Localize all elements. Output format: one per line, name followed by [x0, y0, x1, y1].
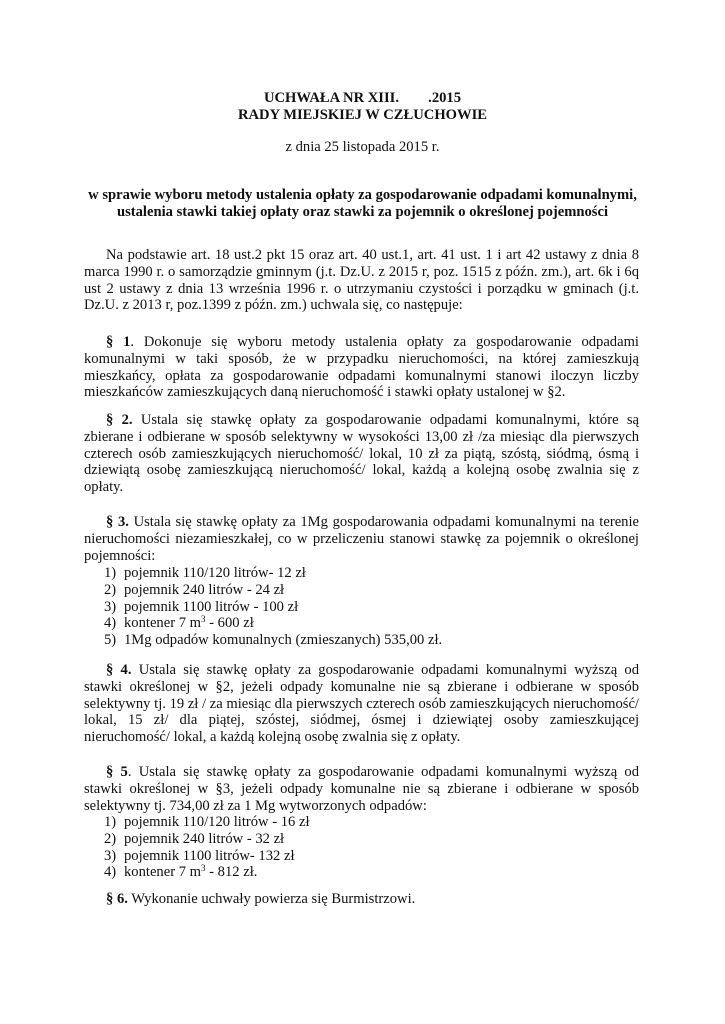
- section-6-label: § 6.: [106, 891, 128, 907]
- list-item: 3) pojemnik 1100 litrów - 100 zł: [104, 598, 299, 615]
- section-5-label: § 5: [106, 764, 128, 780]
- section-6: [84, 891, 639, 908]
- title-line-1: UCHWAŁA NR XIII. .2015: [263, 90, 462, 106]
- list-item: 4) kontener 7 $m^3 - 600$ zł: [104, 614, 254, 632]
- resolution-date: z dnia 25 listopada 2015 r.: [285, 139, 440, 155]
- section-3-list: [104, 565, 624, 649]
- section-4-label: § 4.: [106, 662, 132, 678]
- section-5: [84, 764, 639, 814]
- list-item: 1) pojemnik 110/120 litrów - 16 zł: [104, 814, 310, 830]
- resolution-subject: [80, 187, 645, 221]
- resolution-title: [80, 90, 645, 124]
- section-4: [84, 662, 639, 746]
- section-3: [84, 514, 639, 564]
- list-item: 2) pojemnik 240 litrów - 32 zł: [104, 830, 285, 847]
- subject-line-2: ustalenia stawki takiej opłaty oraz stawki za pojemnik o określonej pojemności: [116, 204, 609, 220]
- list-item: 4) kontener 7 $m^3 - 812$ zł.: [104, 863, 258, 881]
- section-5-list: [104, 814, 624, 881]
- subject-line-1: w sprawie wyboru metody ustalenia opłaty za gospodarowanie odpadami komunalnymi,: [88, 187, 637, 203]
- list-item: 3) pojemnik 1100 litrów- 132 zł: [104, 847, 295, 864]
- section-2: [84, 412, 639, 496]
- section-4-text: Ustala się stawkę opłaty za gospodarowanie odpadami komunalnymi wyższą od stawki określonej w §2, jeżeli odpady komunalne nie są zbierane i odbierane w sposób selektywny tj. 19 zł / za miesiąc dla pierwszych czterech osób zamieszkujących nieruchomość/ lokal, 15 zł/ dla piątej, szóstej, siódmej, ósmej i dziewiątej osoby zamieszkującej nieruchomość/ lokal, a każdą kolejną osobę zwalnia się z opłaty.: [84, 662, 639, 746]
- preamble-paragraph: Na podstawie art. 18 ust.2 pkt 15 oraz art. 40 ust.1, art. 41 ust. 1 i art 42 ustawy z dnia 8 marca 1990 r. o samorządzie gminnym (j.t. Dz.U. z 2015 r, poz. 1515 z późn. zm.), art. 6k i 6q ust 2 ustawy z dnia 13 września 1996 r. o utrzymaniu czystości i porządku w gminach (j.t. Dz.U. z 2013 r, poz.1399 z późn. zm.) uchwala się, co następuje:: [84, 247, 639, 314]
- list-item: 2) pojemnik 240 litrów - 24 zł: [104, 581, 285, 598]
- section-3-label: § 3.: [106, 514, 129, 530]
- section-3-text: Ustala się stawkę opłaty za 1Mg gospodarowania odpadami komunalnymi na terenie nieruchomości niezamieszkałej, co w przeliczeniu stanowi stawkę za pojemnik o określonej pojemności:: [84, 514, 640, 564]
- section-1-label: § 1: [106, 334, 131, 350]
- section-1-text: . Dokonuje się wyboru metody ustalenia opłaty za gospodarowanie odpadami komunalnymi w taki sposób, że w przypadku nieruchomości, na której zamieszkują mieszkańcy, opłata za gospodarowanie odpadami komunalnymi stanowi iloczyn liczby mieszkańców zamieszkujących daną nieruchomość i stawki opłaty ustalonej w §2.: [84, 334, 639, 401]
- list-item: 1) pojemnik 110/120 litrów- 12 zł: [104, 565, 306, 581]
- section-5-text: . Ustala się stawkę opłaty za gospodarowanie odpadami komunalnymi wyższą od stawki określonej w §3, jeżeli odpady komunalne nie są zbierane i odbierane w sposób selektywny tj. 734,00 zł za 1 Mg wytworzonych odpadów:: [84, 764, 639, 814]
- list-item: 5) 1Mg odpadów komunalnych (zmieszanych) 535,00 zł.: [104, 632, 443, 649]
- section-2-text: Ustala się stawkę opłaty za gospodarowanie odpadami komunalnymi, które są zbierane i odbierane w sposób selektywny w wysokości 13,00 zł /za miesiąc dla pierwszych czterech osób zamieszkujących nieruchomość/ lokal, 10 zł za piątą, szóstą, siódmą, ósmą i dziewiątą osobę zamieszkującą nieruchomość/ lokal, każdą a kolejną osobę zwalnia się z opłaty.: [84, 412, 639, 496]
- section-2-label: § 2.: [106, 412, 133, 428]
- section-1: [84, 334, 639, 401]
- section-6-text: Wykonanie uchwały powierza się Burmistrzowi.: [127, 891, 416, 907]
- title-line-2: RADY MIEJSKIEJ W CZŁUCHOWIE: [237, 107, 488, 123]
